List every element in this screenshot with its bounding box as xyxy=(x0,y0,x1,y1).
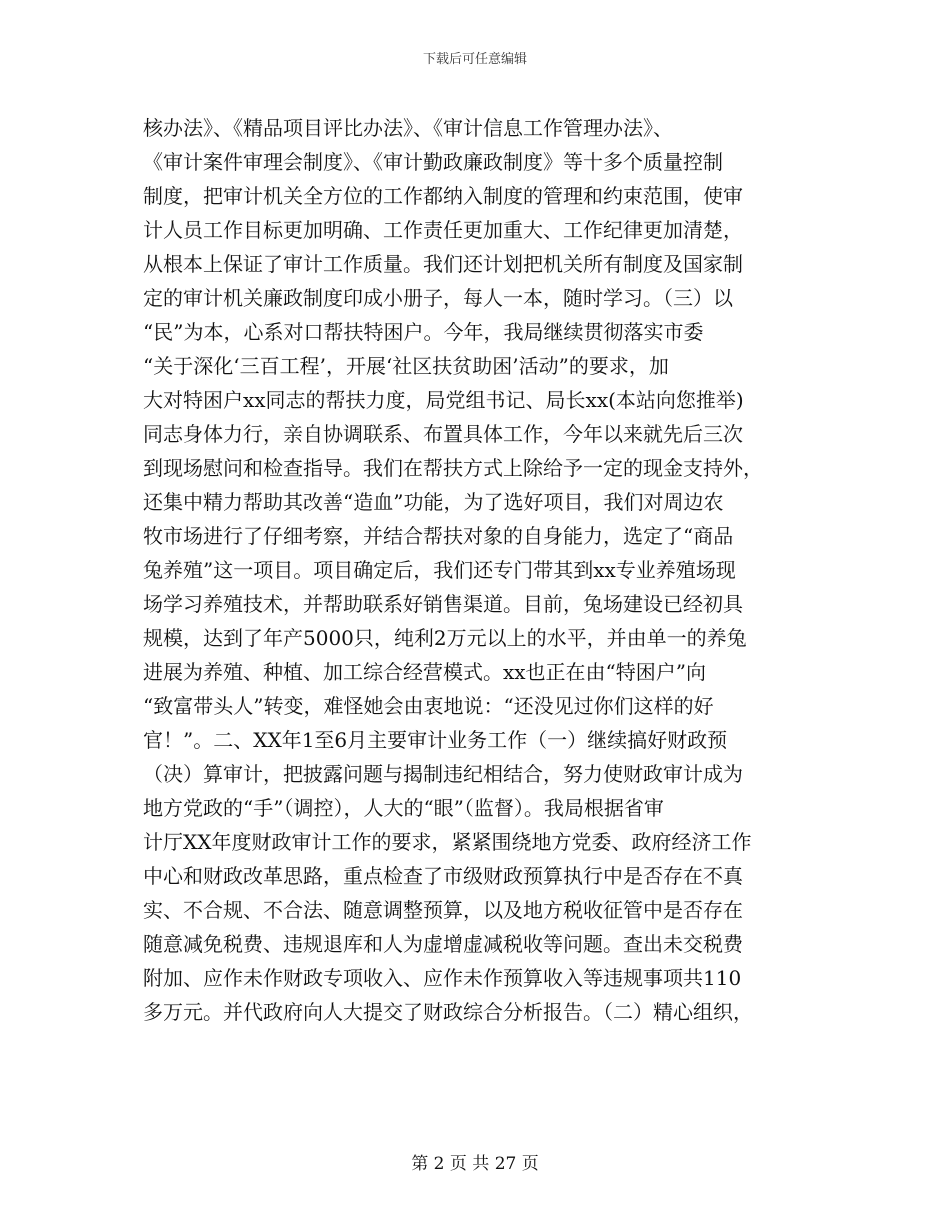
text-line: 随意减免税费、违规退库和人为虚增虚减税收等问题。查出未交税费 xyxy=(143,932,743,956)
text-line: 大对特困户xx同志的帮扶力度，局党组书记、局长xx(本站向您推举) xyxy=(143,388,744,412)
document-body xyxy=(143,111,811,1029)
text-line: “致富带头人”转变，难怪她会由衷地说：“还没见过你们这样的好 xyxy=(143,694,714,718)
text-line: 到现场慰问和检查指导。我们在帮扶方式上除给予一定的现金支持外， xyxy=(143,456,763,480)
text-line: 中心和财政改革思路，重点检查了市级财政预算执行中是否存在不真 xyxy=(143,864,743,888)
text-line: 《审计案件审理会制度》、《审计勤政廉政制度》等十多个质量控制 xyxy=(143,150,723,174)
text-line: 同志身体力行，亲自协调联系、布置具体工作，今年以来就先后三次 xyxy=(143,422,743,446)
text-line: 多万元。并代政府向人大提交了财政综合分析报告。（二）精心组织， xyxy=(143,1000,753,1024)
text-line: 还集中精力帮助其改善“造血”功能，为了选好项目，我们对周边农 xyxy=(143,490,724,514)
text-line: 官！”。二、XX年1至6月主要审计业务工作（一）继续搞好财政预 xyxy=(143,728,728,752)
text-line: 规模，达到了年产5000只，纯利2万元以上的水平，并由单一的养兔 xyxy=(143,626,747,650)
text-line: 地方党政的“手”（调控），人大的“眼”（监督）。我局根据省审 xyxy=(143,796,664,820)
text-line: （决）算审计，把披露问题与揭制违纪相结合，努力使财政审计成为 xyxy=(143,762,743,786)
text-line: 实、不合规、不合法、随意调整预算，以及地方税收征管中是否存在 xyxy=(143,898,743,922)
text-line: 定的审计机关廉政制度印成小册子，每人一本，随时学习。（三）以 xyxy=(143,286,733,310)
text-line: “关于深化‘三百工程’，开展‘社区扶贫助困’活动”的要求，加 xyxy=(143,354,669,378)
page-header: 下载后可任意编辑 xyxy=(422,52,527,67)
text-line: 场学习养殖技术，并帮助联系好销售渠道。目前，兔场建设已经初具 xyxy=(143,592,743,616)
text-line: 制度，把审计机关全方位的工作都纳入制度的管理和约束范围，使审 xyxy=(143,184,743,208)
text-line: “民”为本，心系对口帮扶特困户。今年，我局继续贯彻落实市委 xyxy=(143,320,704,344)
text-line: 进展为养殖、种植、加工综合经营模式。xx也正在由“特困户”向 xyxy=(143,660,707,684)
page-number-footer: 第 2 页 共 27 页 xyxy=(411,1154,539,1174)
text-line: 附加、应作未作财政专项收入、应作未作预算收入等违规事项共110 xyxy=(143,966,742,990)
text-line: 计厅XX年度财政审计工作的要求，紧紧围绕地方党委、政府经济工作 xyxy=(143,830,752,854)
text-line: 计人员工作目标更加明确、工作责任更加重大、工作纪律更加清楚， xyxy=(143,218,743,242)
text-line: 牧市场进行了仔细考察，并结合帮扶对象的自身能力，选定了“商品 xyxy=(143,524,734,548)
text-line: 核办法》、《精品项目评比办法》、《审计信息工作管理办法》、 xyxy=(143,116,673,140)
text-line: 兔养殖”这一项目。项目确定后，我们还专门带其到xx专业养殖场现 xyxy=(143,558,736,582)
text-line: 从根本上保证了审计工作质量。我们还计划把机关所有制度及国家制 xyxy=(143,252,743,276)
